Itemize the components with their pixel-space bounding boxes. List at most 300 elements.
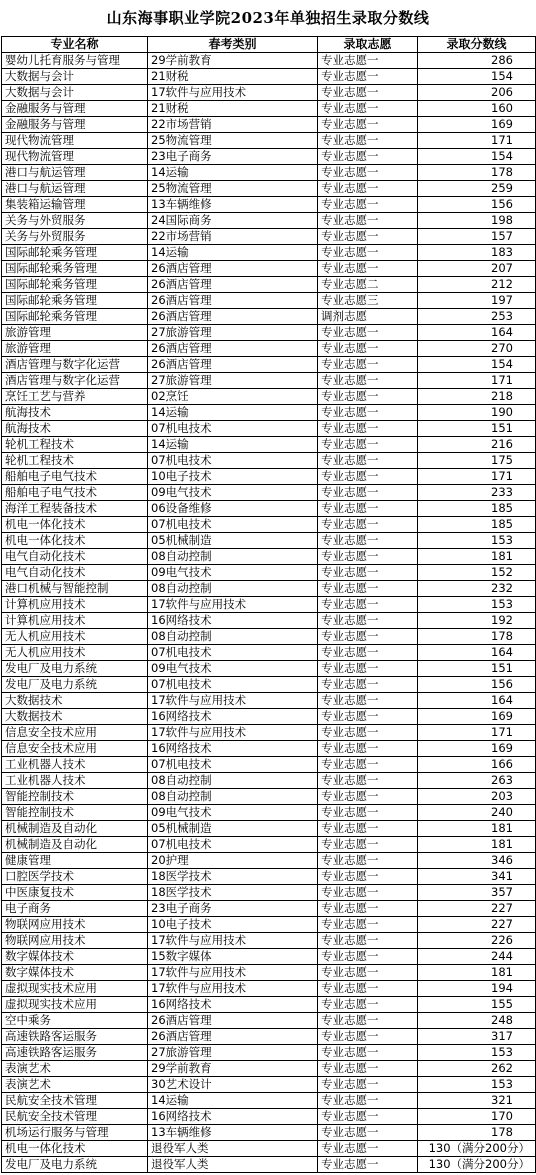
- table-row: [2, 133, 536, 149]
- category-cell: 退役军人类: [148, 1157, 318, 1173]
- table-row: [2, 565, 536, 581]
- table-row: [2, 309, 536, 325]
- preference-cell: 专业志愿一: [318, 165, 418, 181]
- major-cell: 电气自动化技术: [2, 549, 148, 565]
- category-cell: 17软件与应用技术: [148, 933, 318, 949]
- preference-cell: 专业志愿一: [318, 981, 418, 997]
- table-row: [2, 693, 536, 709]
- major-cell: 发电厂及电力系统: [2, 661, 148, 677]
- major-cell: 船舶电子电气技术: [2, 469, 148, 485]
- table-row: [2, 1125, 536, 1141]
- score-cell: 212: [418, 277, 536, 293]
- score-cell: 232: [418, 581, 536, 597]
- table-row: [2, 501, 536, 517]
- score-cell: 346: [418, 853, 536, 869]
- category-cell: 15数字媒体: [148, 949, 318, 965]
- preference-cell: 专业志愿一: [318, 581, 418, 597]
- table-row: [2, 421, 536, 437]
- table-row: [2, 453, 536, 469]
- major-cell: 物联网应用技术: [2, 933, 148, 949]
- table-row: [2, 1141, 536, 1157]
- category-cell: 23电子商务: [148, 149, 318, 165]
- major-cell: 智能控制技术: [2, 789, 148, 805]
- table-row: [2, 1029, 536, 1045]
- category-cell: 30艺术设计: [148, 1077, 318, 1093]
- preference-cell: 专业志愿一: [318, 133, 418, 149]
- score-cell: 171: [418, 469, 536, 485]
- category-cell: 27旅游管理: [148, 325, 318, 341]
- table-row: [2, 757, 536, 773]
- category-cell: 14运输: [148, 245, 318, 261]
- preference-cell: 专业志愿一: [318, 405, 418, 421]
- major-cell: 计算机应用技术: [2, 613, 148, 629]
- category-cell: 08自动控制: [148, 773, 318, 789]
- preference-cell: 专业志愿二: [318, 277, 418, 293]
- table-row: [2, 181, 536, 197]
- category-cell: 16网络技术: [148, 741, 318, 757]
- table-row: [2, 965, 536, 981]
- preference-cell: 专业志愿一: [318, 357, 418, 373]
- score-cell: 240: [418, 805, 536, 821]
- major-cell: 高速铁路客运服务: [2, 1029, 148, 1045]
- score-cell: 194: [418, 981, 536, 997]
- table-row: [2, 1109, 536, 1125]
- table-row: [2, 645, 536, 661]
- major-cell: 国际邮轮乘务管理: [2, 245, 148, 261]
- score-cell: 178: [418, 165, 536, 181]
- preference-cell: 专业志愿一: [318, 1125, 418, 1141]
- table-row: [2, 341, 536, 357]
- table-row: [2, 293, 536, 309]
- category-cell: 08自动控制: [148, 549, 318, 565]
- table-row: [2, 53, 536, 69]
- category-cell: 25物流管理: [148, 181, 318, 197]
- major-cell: 大数据与会计: [2, 85, 148, 101]
- major-cell: 工业机器人技术: [2, 773, 148, 789]
- category-cell: 06设备维修: [148, 501, 318, 517]
- score-cell: 171: [418, 725, 536, 741]
- table-row: [2, 1157, 536, 1173]
- preference-cell: 专业志愿一: [318, 181, 418, 197]
- score-cell: 181: [418, 821, 536, 837]
- preference-cell: 专业志愿一: [318, 821, 418, 837]
- category-cell: 07机电技术: [148, 645, 318, 661]
- major-cell: 无人机应用技术: [2, 645, 148, 661]
- score-cell: 203: [418, 789, 536, 805]
- preference-cell: 专业志愿一: [318, 53, 418, 69]
- category-cell: 27旅游管理: [148, 373, 318, 389]
- category-cell: 22市场营销: [148, 229, 318, 245]
- category-cell: 05机械制造: [148, 821, 318, 837]
- major-cell: 港口机械与智能控制: [2, 581, 148, 597]
- table-row: [2, 629, 536, 645]
- table-row: [2, 261, 536, 277]
- preference-cell: 调剂志愿: [318, 309, 418, 325]
- table-row: [2, 709, 536, 725]
- major-cell: 酒店管理与数字化运营: [2, 357, 148, 373]
- score-cell: 153: [418, 533, 536, 549]
- preference-cell: 专业志愿一: [318, 869, 418, 885]
- table-row: [2, 597, 536, 613]
- table-row: [2, 405, 536, 421]
- preference-cell: 专业志愿一: [318, 229, 418, 245]
- score-cell: 151: [418, 661, 536, 677]
- score-cell: 130（满分200分）: [418, 1157, 536, 1173]
- preference-cell: 专业志愿一: [318, 533, 418, 549]
- score-cell: 227: [418, 901, 536, 917]
- score-cell: 153: [418, 597, 536, 613]
- category-cell: 29学前教育: [148, 1061, 318, 1077]
- category-cell: 26酒店管理: [148, 293, 318, 309]
- header-category: 春考类别: [148, 37, 318, 53]
- category-cell: 24国际商务: [148, 213, 318, 229]
- preference-cell: 专业志愿一: [318, 1045, 418, 1061]
- major-cell: 虚拟现实技术应用: [2, 997, 148, 1013]
- category-cell: 18医学技术: [148, 869, 318, 885]
- major-cell: 虚拟现实技术应用: [2, 981, 148, 997]
- major-cell: 机电一体化技术: [2, 1141, 148, 1157]
- score-cell: 248: [418, 1013, 536, 1029]
- preference-cell: 专业志愿一: [318, 1141, 418, 1157]
- preference-cell: 专业志愿一: [318, 197, 418, 213]
- major-cell: 婴幼儿托育服务与管理: [2, 53, 148, 69]
- table-row: [2, 901, 536, 917]
- category-cell: 07机电技术: [148, 421, 318, 437]
- major-cell: 海洋工程装备技术: [2, 501, 148, 517]
- score-cell: 244: [418, 949, 536, 965]
- table-row: [2, 117, 536, 133]
- major-cell: 表演艺术: [2, 1077, 148, 1093]
- category-cell: 14运输: [148, 405, 318, 421]
- category-cell: 10电子技术: [148, 469, 318, 485]
- major-cell: 金融服务与管理: [2, 101, 148, 117]
- score-cell: 170: [418, 1109, 536, 1125]
- table-row: [2, 917, 536, 933]
- preference-cell: 专业志愿一: [318, 661, 418, 677]
- table-row: [2, 485, 536, 501]
- preference-cell: 专业志愿一: [318, 693, 418, 709]
- preference-cell: 专业志愿一: [318, 997, 418, 1013]
- preference-cell: 专业志愿一: [318, 341, 418, 357]
- category-cell: 23电子商务: [148, 901, 318, 917]
- major-cell: 港口与航运管理: [2, 165, 148, 181]
- preference-cell: 专业志愿一: [318, 1157, 418, 1173]
- preference-cell: 专业志愿一: [318, 597, 418, 613]
- category-cell: 16网络技术: [148, 997, 318, 1013]
- major-cell: 现代物流管理: [2, 133, 148, 149]
- table-row: [2, 869, 536, 885]
- major-cell: 航海技术: [2, 405, 148, 421]
- major-cell: 民航安全技术管理: [2, 1093, 148, 1109]
- table-row: [2, 581, 536, 597]
- category-cell: 18医学技术: [148, 885, 318, 901]
- major-cell: 旅游管理: [2, 341, 148, 357]
- major-cell: 空中乘务: [2, 1013, 148, 1029]
- major-cell: 国际邮轮乘务管理: [2, 277, 148, 293]
- header-major: 专业名称: [2, 37, 148, 53]
- score-cell: 198: [418, 213, 536, 229]
- major-cell: 发电厂及电力系统: [2, 677, 148, 693]
- major-cell: 航海技术: [2, 421, 148, 437]
- major-cell: 数字媒体技术: [2, 949, 148, 965]
- category-cell: 26酒店管理: [148, 1029, 318, 1045]
- major-cell: 数字媒体技术: [2, 965, 148, 981]
- major-cell: 大数据技术: [2, 693, 148, 709]
- score-cell: 270: [418, 341, 536, 357]
- score-cell: 190: [418, 405, 536, 421]
- table-row: [2, 213, 536, 229]
- table-row: [2, 885, 536, 901]
- major-cell: 关务与外贸服务: [2, 213, 148, 229]
- preference-cell: 专业志愿一: [318, 629, 418, 645]
- major-cell: 电气自动化技术: [2, 565, 148, 581]
- preference-cell: 专业志愿一: [318, 853, 418, 869]
- major-cell: 计算机应用技术: [2, 597, 148, 613]
- table-row: [2, 789, 536, 805]
- category-cell: 08自动控制: [148, 581, 318, 597]
- table-row: [2, 373, 536, 389]
- preference-cell: 专业志愿一: [318, 805, 418, 821]
- table-row: [2, 229, 536, 245]
- score-cell: 169: [418, 117, 536, 133]
- score-cell: 154: [418, 149, 536, 165]
- score-cell: 164: [418, 325, 536, 341]
- score-cell: 317: [418, 1029, 536, 1045]
- preference-cell: 专业志愿一: [318, 949, 418, 965]
- table-row: [2, 773, 536, 789]
- preference-cell: 专业志愿一: [318, 613, 418, 629]
- major-cell: 民航安全技术管理: [2, 1109, 148, 1125]
- table-row: [2, 549, 536, 565]
- score-cell: 206: [418, 85, 536, 101]
- category-cell: 09电气技术: [148, 661, 318, 677]
- major-cell: 机电一体化技术: [2, 517, 148, 533]
- score-cell: 171: [418, 373, 536, 389]
- table-row: [2, 1013, 536, 1029]
- category-cell: 退役军人类: [148, 1141, 318, 1157]
- category-cell: 16网络技术: [148, 1109, 318, 1125]
- major-cell: 智能控制技术: [2, 805, 148, 821]
- preference-cell: 专业志愿一: [318, 101, 418, 117]
- category-cell: 17软件与应用技术: [148, 965, 318, 981]
- category-cell: 16网络技术: [148, 613, 318, 629]
- score-cell: 157: [418, 229, 536, 245]
- score-cell: 181: [418, 837, 536, 853]
- category-cell: 07机电技术: [148, 453, 318, 469]
- major-cell: 表演艺术: [2, 1061, 148, 1077]
- score-cell: 153: [418, 1045, 536, 1061]
- table-row: [2, 325, 536, 341]
- score-cell: 175: [418, 453, 536, 469]
- score-cell: 156: [418, 677, 536, 693]
- category-cell: 29学前教育: [148, 53, 318, 69]
- table-row: [2, 533, 536, 549]
- table-row: [2, 149, 536, 165]
- table-row: [2, 981, 536, 997]
- category-cell: 17软件与应用技术: [148, 981, 318, 997]
- score-cell: 321: [418, 1093, 536, 1109]
- preference-cell: 专业志愿一: [318, 501, 418, 517]
- score-cell: 169: [418, 741, 536, 757]
- score-cell: 207: [418, 261, 536, 277]
- preference-cell: 专业志愿一: [318, 901, 418, 917]
- preference-cell: 专业志愿一: [318, 1077, 418, 1093]
- preference-cell: 专业志愿一: [318, 885, 418, 901]
- category-cell: 13车辆维修: [148, 197, 318, 213]
- category-cell: 09电气技术: [148, 565, 318, 581]
- table-row: [2, 661, 536, 677]
- score-cell: 286: [418, 53, 536, 69]
- preference-cell: 专业志愿一: [318, 389, 418, 405]
- table-row: [2, 725, 536, 741]
- category-cell: 17软件与应用技术: [148, 725, 318, 741]
- score-cell: 357: [418, 885, 536, 901]
- score-cell: 160: [418, 101, 536, 117]
- major-cell: 中医康复技术: [2, 885, 148, 901]
- preference-cell: 专业志愿一: [318, 677, 418, 693]
- score-cell: 154: [418, 69, 536, 85]
- preference-cell: 专业志愿一: [318, 725, 418, 741]
- major-cell: 无人机应用技术: [2, 629, 148, 645]
- category-cell: 14运输: [148, 165, 318, 181]
- category-cell: 09电气技术: [148, 485, 318, 501]
- category-cell: 26酒店管理: [148, 1013, 318, 1029]
- category-cell: 20护理: [148, 853, 318, 869]
- major-cell: 酒店管理与数字化运营: [2, 373, 148, 389]
- category-cell: 26酒店管理: [148, 341, 318, 357]
- table-row: [2, 1077, 536, 1093]
- score-cell: 181: [418, 549, 536, 565]
- table-row: [2, 613, 536, 629]
- major-cell: 高速铁路客运服务: [2, 1045, 148, 1061]
- table-row: [2, 1093, 536, 1109]
- major-cell: 发电厂及电力系统: [2, 1157, 148, 1173]
- category-cell: 05机械制造: [148, 533, 318, 549]
- score-cell: 185: [418, 501, 536, 517]
- table-row: [2, 389, 536, 405]
- preference-cell: 专业志愿一: [318, 469, 418, 485]
- score-cell: 153: [418, 1077, 536, 1093]
- category-cell: 26酒店管理: [148, 277, 318, 293]
- table-row: [2, 245, 536, 261]
- preference-cell: 专业志愿三: [318, 293, 418, 309]
- score-cell: 183: [418, 245, 536, 261]
- major-cell: 金融服务与管理: [2, 117, 148, 133]
- category-cell: 08自动控制: [148, 629, 318, 645]
- table-row: [2, 437, 536, 453]
- preference-cell: 专业志愿一: [318, 709, 418, 725]
- category-cell: 14运输: [148, 1093, 318, 1109]
- header-row: [2, 37, 536, 53]
- score-table: [1, 36, 536, 1173]
- major-cell: 口腔医学技术: [2, 869, 148, 885]
- category-cell: 21财税: [148, 69, 318, 85]
- major-cell: 国际邮轮乘务管理: [2, 293, 148, 309]
- category-cell: 26酒店管理: [148, 261, 318, 277]
- score-cell: 164: [418, 645, 536, 661]
- preference-cell: 专业志愿一: [318, 325, 418, 341]
- table-row: [2, 837, 536, 853]
- score-cell: 341: [418, 869, 536, 885]
- major-cell: 大数据技术: [2, 709, 148, 725]
- preference-cell: 专业志愿一: [318, 1013, 418, 1029]
- table-row: [2, 677, 536, 693]
- major-cell: 旅游管理: [2, 325, 148, 341]
- category-cell: 07机电技术: [148, 837, 318, 853]
- major-cell: 机电一体化技术: [2, 533, 148, 549]
- score-cell: 218: [418, 389, 536, 405]
- score-cell: 166: [418, 757, 536, 773]
- score-cell: 263: [418, 773, 536, 789]
- score-cell: 151: [418, 421, 536, 437]
- preference-cell: 专业志愿一: [318, 437, 418, 453]
- preference-cell: 专业志愿一: [318, 1061, 418, 1077]
- category-cell: 09电气技术: [148, 805, 318, 821]
- score-cell: 171: [418, 133, 536, 149]
- score-cell: 227: [418, 917, 536, 933]
- table-row: [2, 933, 536, 949]
- header-score: 录取分数线: [418, 37, 536, 53]
- score-cell: 130（满分200分）: [418, 1141, 536, 1157]
- category-cell: 14运输: [148, 437, 318, 453]
- score-cell: 226: [418, 933, 536, 949]
- table-row: [2, 69, 536, 85]
- category-cell: 27旅游管理: [148, 1045, 318, 1061]
- preference-cell: 专业志愿一: [318, 517, 418, 533]
- preference-cell: 专业志愿一: [318, 485, 418, 501]
- table-row: [2, 197, 536, 213]
- preference-cell: 专业志愿一: [318, 261, 418, 277]
- major-cell: 船舶电子电气技术: [2, 485, 148, 501]
- score-cell: 233: [418, 485, 536, 501]
- score-cell: 178: [418, 629, 536, 645]
- page-title: 山东海事职业学院2023年单独招生录取分数线: [106, 9, 430, 27]
- major-cell: 健康管理: [2, 853, 148, 869]
- table-row: [2, 1045, 536, 1061]
- score-cell: 216: [418, 437, 536, 453]
- preference-cell: 专业志愿一: [318, 757, 418, 773]
- score-cell: 259: [418, 181, 536, 197]
- score-cell: 253: [418, 309, 536, 325]
- category-cell: 13车辆维修: [148, 1125, 318, 1141]
- table-row: [2, 821, 536, 837]
- table-row: [2, 949, 536, 965]
- preference-cell: 专业志愿一: [318, 917, 418, 933]
- score-cell: 197: [418, 293, 536, 309]
- score-cell: 262: [418, 1061, 536, 1077]
- major-cell: 轮机工程技术: [2, 453, 148, 469]
- category-cell: 07机电技术: [148, 677, 318, 693]
- category-cell: 17软件与应用技术: [148, 597, 318, 613]
- major-cell: 轮机工程技术: [2, 437, 148, 453]
- table-body: [2, 53, 536, 1173]
- table-row: [2, 277, 536, 293]
- score-cell: 154: [418, 357, 536, 373]
- score-cell: 192: [418, 613, 536, 629]
- category-cell: 22市场营销: [148, 117, 318, 133]
- table-row: [2, 1061, 536, 1077]
- major-cell: 工业机器人技术: [2, 757, 148, 773]
- preference-cell: 专业志愿一: [318, 149, 418, 165]
- category-cell: 17软件与应用技术: [148, 693, 318, 709]
- category-cell: 02烹饪: [148, 389, 318, 405]
- table-row: [2, 517, 536, 533]
- table-row: [2, 101, 536, 117]
- category-cell: 07机电技术: [148, 517, 318, 533]
- major-cell: 机械制造及自动化: [2, 837, 148, 853]
- preference-cell: 专业志愿一: [318, 245, 418, 261]
- header-preference: 录取志愿: [318, 37, 418, 53]
